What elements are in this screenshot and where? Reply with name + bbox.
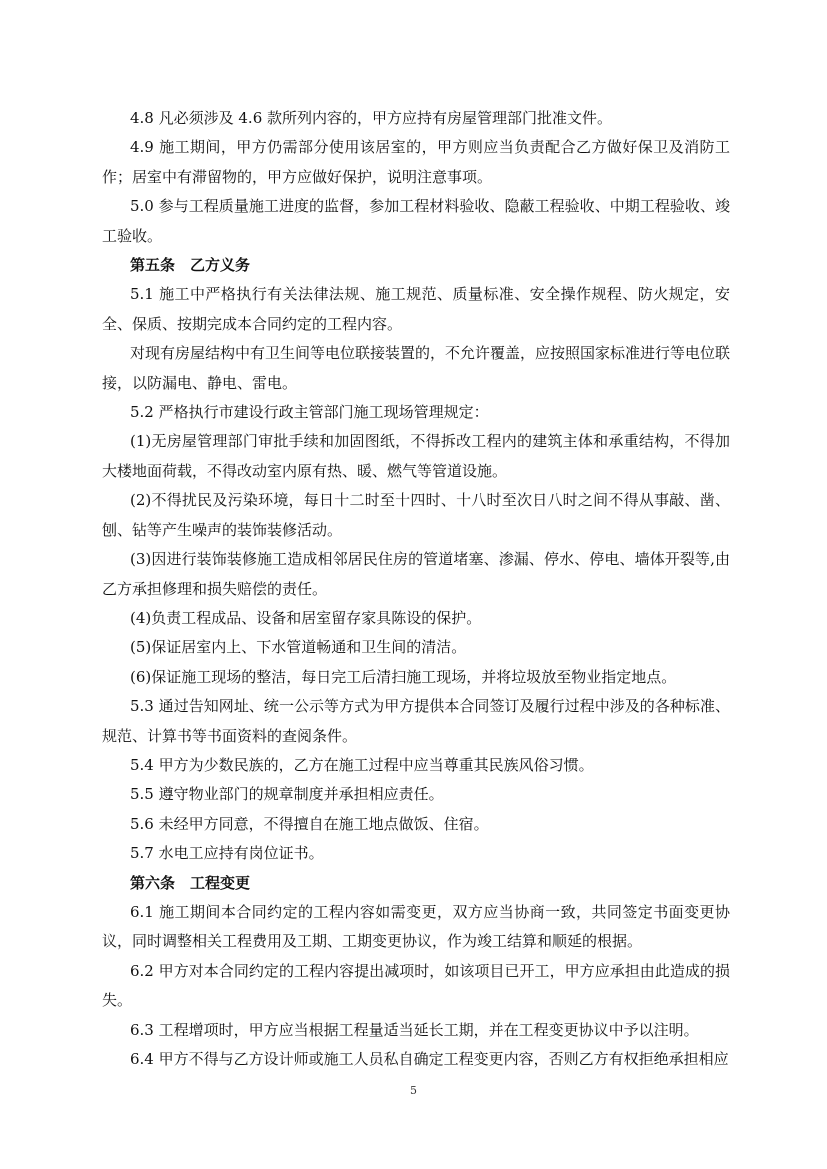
clause-5-2: 5.2 严格执行市建设行政主管部门施工现场管理规定： (130, 403, 489, 422)
clause-5-2-item-1: (1)无房屋管理部门审批手续和加固图纸，不得拆改工程内的建筑主体和承重结构，不得加大楼地面荷载，不得改动室内原有热、暖、燃气等管道设施。 (102, 432, 730, 480)
clause-5-5: 5.5 遵守物业部门的规章制度并承担相应责任。 (130, 785, 444, 804)
article-5-heading: 第五条 乙方义务 (130, 256, 251, 275)
page-number: 5 (410, 1084, 417, 1097)
clause-6-2: 6.2 甲方对本合同约定的工程内容提出减项时，如该项目已开工，甲方应承担由此造成的损失。 (102, 961, 730, 1010)
clause-5-1-equipotential: 对现有房屋结构中有卫生间等电位联接装置的，不允许覆盖，应按照国家标准进行等电位联接，以防漏电、静电、雷电。 (102, 344, 731, 392)
clause-6-1: 6.1 施工期间本合同约定的工程内容如需变更，双方应当协商一致，共同签定书面变更协议，同时调整相关工程费用及工期、工期变更协议，作为竣工结算和顺延的根据。 (102, 902, 730, 951)
clause-6-3: 6.3 工程增项时，甲方应当根据工程量适当延长工期，并在工程变更协议中予以注明。 (130, 1020, 699, 1039)
clause-5-2-item-4: (4)负责工程成品、设备和居室留存家具陈设的保护。 (130, 608, 482, 627)
article-6-heading: 第六条 工程变更 (130, 873, 251, 892)
clause-5-6: 5.6 未经甲方同意，不得擅自在施工地点做饭、住宿。 (130, 814, 489, 833)
clause-4-8: 4.8 凡必须涉及 4.6 款所列内容的，甲方应持有房屋管理部门批准文件。 (130, 109, 613, 127)
clause-5-3: 5.3 通过告知网址、统一公示等方式为甲方提供本合同签订及履行过程中涉及的各种标准、规范、计算书等书面资料的查阅条件。 (102, 697, 730, 745)
clause-5-0: 5.0 参与工程质量施工进度的监督，参加工程材料验收、隐蔽工程验收、中期工程验收、竣工验收。 (102, 197, 730, 245)
clause-5-2-item-3: (3)因进行装饰装修施工造成相邻居民住房的管道堵塞、渗漏、停水、停电、墙体开裂等,由乙方承担修理和损失赔偿的责任。 (102, 550, 730, 598)
clause-5-7: 5.7 水电工应持有岗位证书。 (130, 844, 324, 863)
clause-5-2-item-5: (5)保证居室内上、下水管道畅通和卫生间的清洁。 (130, 638, 467, 657)
contract-body (102, 104, 730, 1074)
clause-5-4: 5.4 甲方为少数民族的，乙方在施工过程中应当尊重其民族风俗习惯。 (130, 755, 594, 774)
clause-5-1: 5.1 施工中严格执行有关法律法规、施工规范、质量标准、安全操作规程、防火规定，安全、保质、按期完成本合同约定的工程内容。 (102, 285, 730, 333)
clause-5-2-item-6: (6)保证施工现场的整洁，每日完工后清扫施工现场，并将垃圾放至物业指定地点。 (130, 667, 677, 686)
clause-4-9: 4.9 施工期间，甲方仍需部分使用该居室的，甲方则应当负责配合乙方做好保卫及消防工作；居室中有滞留物的，甲方应做好保护，说明注意事项。 (102, 138, 730, 186)
clause-5-2-item-2: (2)不得扰民及污染环境，每日十二时至十四时、十八时至次日八时之间不得从事敲、凿、刨、钻等产生噪声的装饰装修活动。 (102, 491, 730, 539)
clause-6-4: 6.4 甲方不得与乙方设计师或施工人员私自确定工程变更内容，否则乙方有权拒绝承担相应 (130, 1050, 729, 1068)
